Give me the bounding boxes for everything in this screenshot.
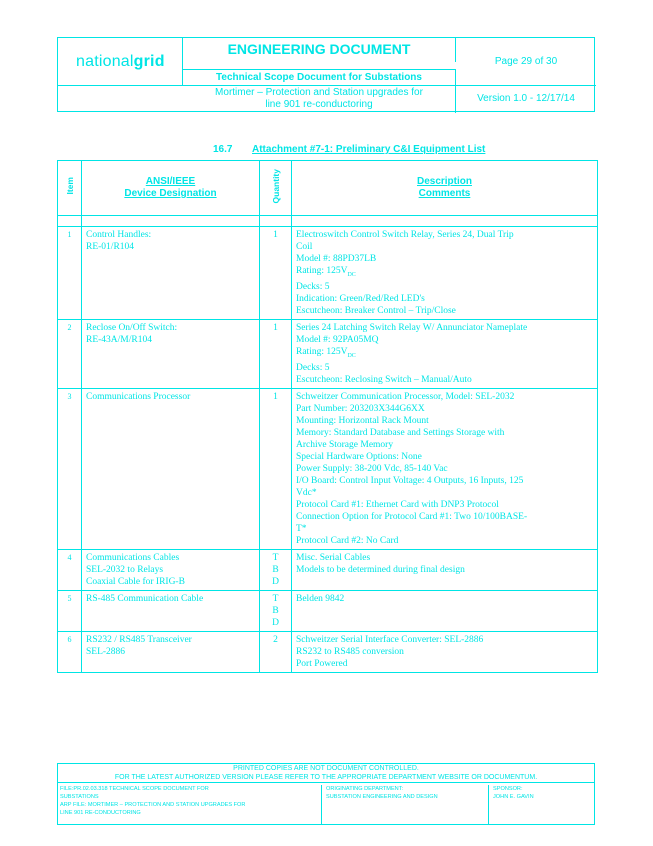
designation-line: SEL-2032 to Relays (86, 564, 164, 575)
designation-line: RE-43A/M/R104 (86, 334, 152, 345)
description-line: I/O Board: Control Input Voltage: 4 Outputs, 16 Inputs, 125 (296, 475, 524, 486)
table-row (58, 631, 598, 672)
description-line: Escutcheon: Reclosing Switch – Manual/Auto (296, 374, 472, 385)
footer-sponsor: SPONSOR: JOHN E. GAVIN (488, 785, 593, 825)
description-line: Mounting: Horizontal Rack Mount (296, 415, 429, 426)
item-number-cell: 3 (58, 388, 82, 549)
quantity-line: 1 (273, 230, 278, 240)
project-name (183, 85, 456, 113)
description-cell (292, 590, 598, 631)
quantity-cell (260, 319, 292, 388)
version-info: Version 1.0 - 12/17/14 (477, 93, 575, 104)
description-line: RS232 to RS485 conversion (296, 646, 404, 657)
description-line: Decks: 5 (296, 281, 330, 292)
item-number-cell: 4 (58, 549, 82, 590)
description-line: Vdc* (296, 487, 317, 498)
quantity-cell (260, 227, 292, 320)
description-line: Series 24 Latching Switch Relay W/ Annunciator Nameplate (296, 322, 528, 333)
quantity-line: B (272, 564, 279, 575)
description-cell (292, 631, 598, 672)
item-number-cell: 5 (58, 590, 82, 631)
description-line: Part Number: 203203X344G6XX (296, 403, 425, 414)
footer-file-info: FILE:PR.02.03.318 TECHNICAL SCOPE DOCUMENT FOR SUBSTATIONS ARP FILE: MORTIMER – PROTECTION AND STATION UPGRADES FOR LINE 901 RE-CONDUCTORING (60, 786, 246, 816)
designation-line: Communications Cables (86, 552, 180, 563)
designation-line: Reclose On/Off Switch: (86, 322, 178, 333)
designation-line: Communications Processor (86, 391, 191, 402)
section-number: 16.7 (213, 144, 233, 155)
description-line: Electroswitch Control Switch Relay, Series 24, Dual Trip (296, 230, 514, 240)
designation-cell (82, 631, 260, 672)
designation-cell (82, 388, 260, 549)
quantity-line: T (272, 593, 279, 604)
equipment-table (57, 160, 598, 673)
description-line: Escutcheon: Breaker Control – Trip/Close (296, 305, 456, 316)
header-quantity: Quantity (260, 161, 292, 216)
description-line: Schweitzer Serial Interface Converter: SEL-2886 (296, 634, 484, 645)
designation-line: RE-01/R104 (86, 242, 135, 252)
document-footer (57, 763, 595, 825)
designation-cell (82, 227, 260, 320)
quantity-line: 1 (273, 391, 278, 402)
description-cell (292, 227, 598, 320)
description-cell (292, 549, 598, 590)
description-line: Archive Storage Memory (296, 439, 394, 450)
description-line: Memory: Standard Database and Settings Storage with (296, 427, 505, 438)
designation-line: RS-485 Communication Cable (86, 593, 204, 604)
project-line-1: Mortimer – Protection and Station upgrades for (215, 87, 423, 98)
designation-cell (82, 549, 260, 590)
item-number-cell: 1 (58, 227, 82, 320)
header-spacer-row (58, 216, 598, 227)
quantity-cell (260, 631, 292, 672)
quantity-line: T (272, 552, 279, 563)
document-subtitle: Technical Scope Document for Substations (183, 69, 456, 85)
table-row (58, 549, 598, 590)
description-line: Rating: $125V_{DC}$ (296, 266, 356, 278)
page-number: Page 29 of 30 (494, 56, 558, 67)
designation-cell (82, 319, 260, 388)
designation-line: Coaxial Cable for IRIG-B (86, 576, 185, 587)
project-line-2: line 901 re-conductoring (265, 99, 373, 110)
document-header (57, 37, 595, 112)
description-line: Power Supply: 38-200 Vdc, 85-140 Vac (296, 463, 448, 474)
footer-notice-1: PRINTED COPIES ARE NOT DOCUMENT CONTROLLED. (233, 765, 419, 772)
header-description: Description Comments (292, 161, 598, 216)
quantity-line: B (272, 605, 279, 616)
table-row (58, 227, 598, 320)
logo-cell (58, 38, 183, 85)
rating-subscript: DC (347, 271, 356, 278)
table-row (58, 388, 598, 549)
footer-department: ORIGINATING DEPARTMENT: SUBSTATION ENGINEERING AND DESIGN (321, 785, 486, 825)
quantity-cell (260, 388, 292, 549)
quantity-line: D (272, 576, 279, 587)
description-line: Schweitzer Communication Processor, Model: SEL-2032 (296, 391, 515, 402)
quantity-cell (260, 549, 292, 590)
description-line: Special Hardware Options: None (296, 451, 422, 462)
description-line: Belden 9842 (296, 593, 345, 604)
designation-line: Control Handles: (86, 230, 152, 240)
item-number-cell: 2 (58, 319, 82, 388)
designation-cell (82, 590, 260, 631)
footer-notice-2: FOR THE LATEST AUTHORIZED VERSION PLEASE REFER TO THE APPROPRIATE DEPARTMENT WEBSITE OR DOCUMENTUM. (114, 774, 538, 781)
description-line: Model #: 92PA05MQ (296, 334, 379, 345)
description-line: T* (296, 523, 307, 534)
table-row (58, 319, 598, 388)
quantity-line: D (272, 617, 279, 628)
description-line: Decks: 5 (296, 362, 330, 373)
description-line: Protocol Card #1: Ethernet Card with DNP3 Protocol (296, 499, 499, 510)
company-logo: nationalgrid (76, 53, 165, 70)
description-line: Port Powered (296, 658, 348, 669)
description-line: Coil (296, 242, 313, 252)
description-line: Misc. Serial Cables (296, 552, 371, 563)
description-line: Rating: $125V_{DC}$ (296, 346, 356, 359)
designation-line: RS232 / RS485 Transceiver (86, 634, 192, 645)
footer-divider (58, 782, 594, 783)
table-row (58, 590, 598, 631)
description-cell (292, 319, 598, 388)
header-designation: ANSI/IEEE Device Designation (82, 161, 260, 216)
description-line: Connection Option for Protocol Card #1: Two 10/100BASE- (296, 511, 528, 522)
description-line: Indication: Green/Red/Red LED's (296, 293, 425, 304)
rating-subscript: DC (347, 352, 356, 359)
description-cell (292, 388, 598, 549)
quantity-cell (260, 590, 292, 631)
document-title: ENGINEERING DOCUMENT (183, 38, 456, 62)
quantity-line: 1 (273, 322, 278, 333)
designation-line: SEL-2886 (86, 646, 126, 657)
description-line: Protocol Card #2: No Card (296, 535, 399, 546)
item-number-cell: 6 (58, 631, 82, 672)
section-title: Attachment #7-1: Preliminary C&I Equipment List (252, 144, 486, 155)
quantity-line: 2 (273, 634, 278, 645)
table-header-row (58, 161, 598, 216)
description-line: Models to be determined during final design (296, 564, 465, 575)
description-line: Model #: 88PD37LB (296, 254, 377, 264)
header-item: Item (58, 161, 82, 216)
